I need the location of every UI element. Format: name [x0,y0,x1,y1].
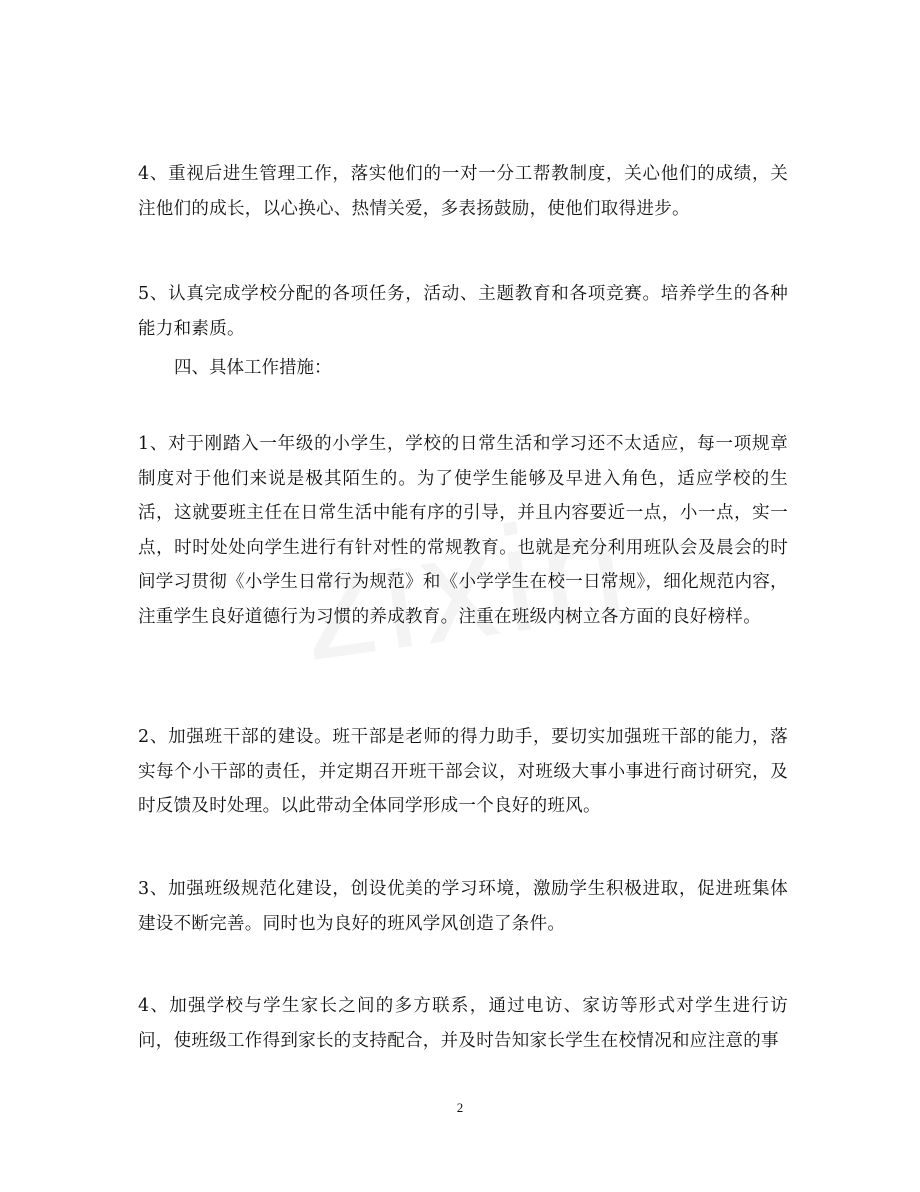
section-heading: 四、具体工作措施： [174,358,332,378]
paragraph-item-5: 5、认真完成学校分配的各项任务，活动、主题教育和各项竞赛。培养学生的各种能力和素质。 [138,284,788,339]
paragraph-measure-3: 3、加强班级规范化建设，创设优美的学习环境，激励学生积极进取，促进班集体建设不断完善。同时也为良好的班风学风创造了条件。 [138,879,788,934]
paragraph-measure-2: 2、加强班干部的建设。班干部是老师的得力助手，要切实加强班干部的能力，落实每个小干部的责任，并定期召开班干部会议，对班级大事小事进行商讨研究，及时反馈及时处理。以此带动全体同学形成一个良好的班风。 [138,727,788,816]
paragraph-item-4: 4、重视后进生管理工作，落实他们的一对一分工帮教制度，关心他们的成绩，关注他们的成长，以心换心、热情关爱，多表扬鼓励，使他们取得进步。 [138,164,788,219]
page-number: 2 [456,1100,464,1115]
paragraph-measure-4: 4、加强学校与学生家长之间的多方联系，通过电访、家访等形式对学生进行访问，使班级工作得到家长的支持配合，并及时告知家长学生在校情况和应注意的事 [138,996,788,1051]
paragraph-measure-1: 1、对于刚踏入一年级的小学生，学校的日常生活和学习还不太适应，每一项规章制度对于他们来说是极其陌生的。为了使学生能够及早进入角色，适应学校的生活，这就要班主任在日常生活中能有序的引导，并且内容要近一点，小一点，实一点，时时处处向学生进行有针对性的常规教育。也就是充分利用班队会及晨会的时间学习贯彻《小学生日常行为规范》和《小学学生在校一日常规》，细化规范内容，注重学生良好道德行为习惯的养成教育。注重在班级内树立各方面的良好榜样。 [138,434,788,627]
